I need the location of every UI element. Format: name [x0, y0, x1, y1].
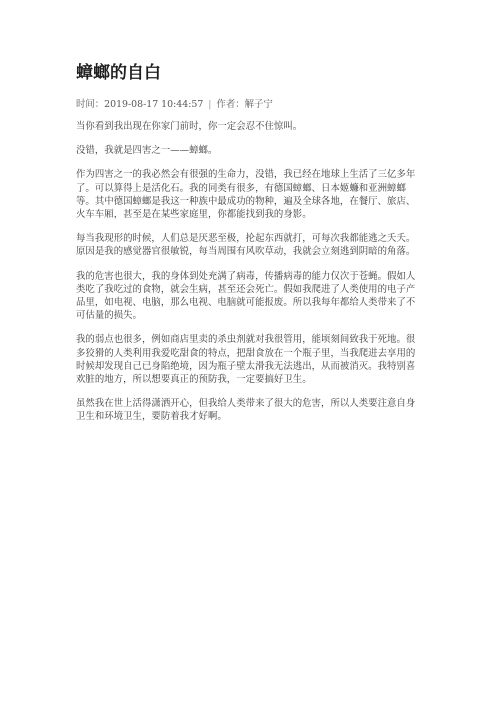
- paragraph-5: 我的危害也很大，我的身体到处充满了病毒，传播病毒的能力仅次于苍蝇。假如人类吃了我吃过的食物，就会生病，甚至还会死亡。假如我爬进了人类使用的电子产品里，如电视、电脑，那么电视、电脑就可能报废。所以我每年都给人类带来了不可估量的损失。: [76, 270, 416, 322]
- time-value: 2019-08-17 10:44:57: [104, 99, 204, 110]
- paragraph-7: 虽然我在世上活得潇洒开心，但我给人类带来了很大的危害，所以人类要注意自身卫生和环境卫生，要防着我才好啊。: [76, 398, 416, 423]
- time-label: 时间：: [76, 99, 105, 110]
- meta-separator: |: [208, 99, 212, 110]
- article-meta: [76, 98, 418, 111]
- paragraph-6: 我的弱点也很多，例如商店里卖的杀虫剂就对我很管用，能顷刻间致我于死地。很多狡猾的人类利用我爱吃甜食的特点，把甜食放在一个瓶子里，当我爬进去享用的时候却发现自己已身陷绝境，因为瓶子壁太滑我无法逃出，从而被消灭。我特别喜欢脏的地方，所以想要真正的预防我，一定要搞好卫生。: [76, 334, 416, 386]
- paragraph-1: 当你看到我出现在你家门前时，你一定会忍不住惊叫。: [76, 121, 303, 132]
- author-label: 作者：: [216, 99, 245, 110]
- article: [76, 62, 418, 435]
- article-title: 蟑螂的自白: [76, 63, 161, 83]
- paragraph-2: 没错，我就是四害之一——蟑螂。: [76, 145, 218, 157]
- paragraph-4: 每当我现形的时候，人们总是厌恶至极，抡起东西就打，可每次我都能逃之夭夭。原因是我的感觉器官很敏锐，每当周围有风吹草动，我就会立刻逃到阴暗的角落。: [76, 233, 416, 258]
- paragraph-3: 作为四害之一的我必然会有很强的生命力，没错，我已经在地球上生活了三亿多年了。可以算得上是活化石。我的同类有很多，有德国蟑螂、日本姬蠊和亚洲蟑螂等。其中德国蟑螂是我这一种族中最成功的物种，遍及全球各地，在餐厅、旅店、火车车厢，甚至是在某些家庭里，你都能找到我的身影。: [76, 169, 416, 221]
- author-value: 解子宁: [244, 99, 273, 110]
